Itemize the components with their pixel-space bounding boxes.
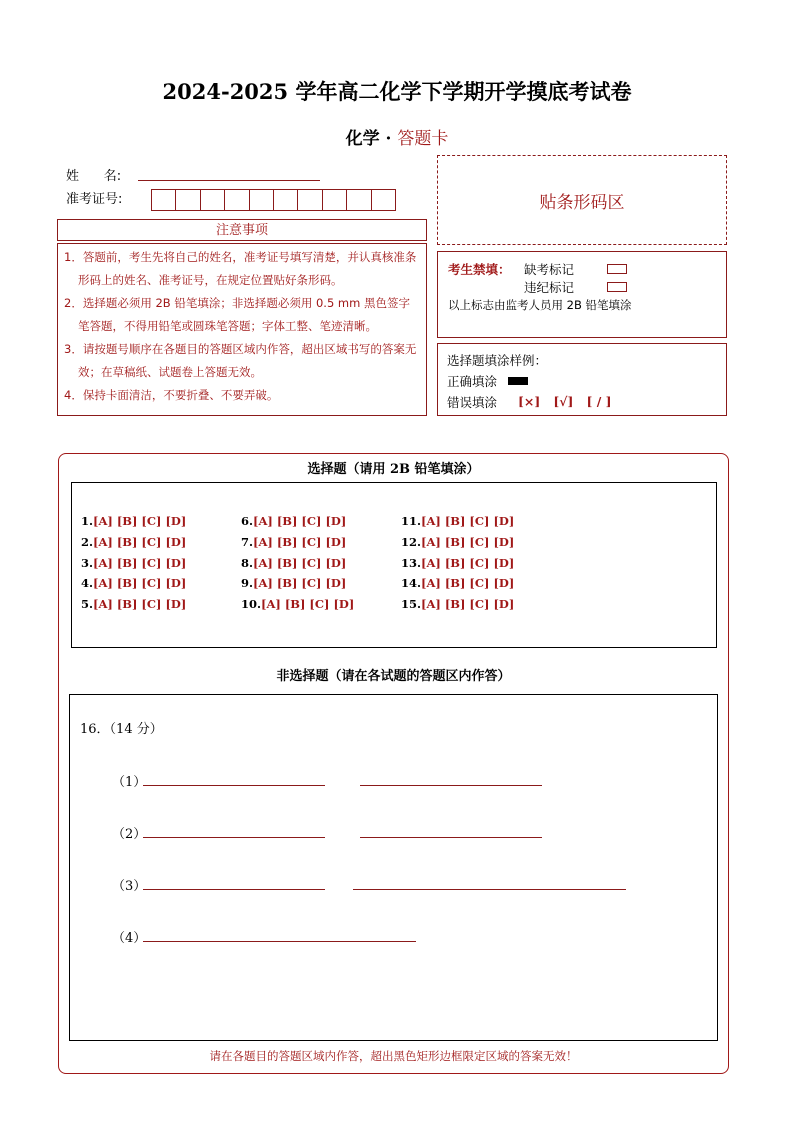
subject-label: 化学 xyxy=(345,129,380,149)
id-digit-box[interactable] xyxy=(200,189,225,211)
correct-label: 正确填涂 xyxy=(447,374,498,389)
mc-options[interactable]: [A] [B] [C] [D] xyxy=(261,597,355,611)
id-digit-box[interactable] xyxy=(175,189,200,211)
mc-question-row[interactable] xyxy=(401,576,514,590)
name-field[interactable] xyxy=(138,180,320,181)
mc-question-row[interactable] xyxy=(81,597,186,611)
mc-question-row[interactable] xyxy=(401,556,514,570)
answer-line[interactable] xyxy=(143,941,416,942)
violation-checkbox[interactable] xyxy=(607,282,627,292)
answer-line[interactable] xyxy=(143,889,325,890)
sample-box xyxy=(437,343,727,416)
card-subtitle xyxy=(0,124,794,149)
mc-question-row[interactable] xyxy=(241,597,354,611)
mc-question-number: 13. xyxy=(401,556,422,570)
id-number-boxes[interactable] xyxy=(152,189,396,211)
mc-options[interactable]: [A] [B] [C] [D] xyxy=(93,576,187,590)
answer-line[interactable] xyxy=(143,837,325,838)
mc-question-row[interactable] xyxy=(81,514,186,528)
mc-question-number: 2. xyxy=(81,535,94,549)
answer-line[interactable] xyxy=(360,785,542,786)
mc-question-number: 3. xyxy=(81,556,94,570)
answer-line[interactable] xyxy=(143,785,325,786)
mc-options[interactable]: [A] [B] [C] [D] xyxy=(93,556,187,570)
mc-options[interactable]: [A] [B] [C] [D] xyxy=(93,597,187,611)
part-label: （3） xyxy=(112,879,147,894)
notes-box xyxy=(57,243,427,416)
barcode-label: 贴条形码区 xyxy=(539,192,625,213)
id-digit-box[interactable] xyxy=(371,189,396,211)
mc-question-row[interactable] xyxy=(241,576,346,590)
note-item: 1．答题前，考生先将自己的姓名，准考证号填写清楚，并认真核准条形码上的姓名、准考证号，在规定位置贴好条形码。 xyxy=(64,250,417,287)
id-label: 准考证号: xyxy=(66,192,123,207)
wrong-marks: [×] [√] [ / ] xyxy=(518,394,612,409)
mc-question-row[interactable] xyxy=(401,514,514,528)
mc-question-number: 15. xyxy=(401,597,422,611)
mc-question-row[interactable] xyxy=(241,535,346,549)
note-item: 3．请按题号顺序在各题目的答题区域内作答，超出区域书写的答案无效；在草稿纸、试题卷上答题无效。 xyxy=(64,342,417,379)
id-digit-box[interactable] xyxy=(151,189,176,211)
page-title: 2024-2025 学年高二化学下学期开学摸底考试卷 xyxy=(162,79,632,104)
id-digit-box[interactable] xyxy=(297,189,322,211)
id-digit-box[interactable] xyxy=(346,189,371,211)
id-digit-box[interactable] xyxy=(249,189,274,211)
sample-title: 选择题填涂样例： xyxy=(447,353,548,368)
mc-question-row[interactable] xyxy=(81,556,186,570)
id-digit-box[interactable] xyxy=(322,189,347,211)
mc-question-number: 6. xyxy=(241,514,254,528)
forbidden-label: 考生禁填： xyxy=(448,262,511,277)
filled-mark-icon xyxy=(508,377,528,385)
mc-options[interactable]: [A] [B] [C] [D] xyxy=(421,597,515,611)
mc-question-row[interactable] xyxy=(401,535,514,549)
mc-options[interactable]: [A] [B] [C] [D] xyxy=(93,535,187,549)
q16-label: 16．（14 分） xyxy=(80,722,163,737)
mc-question-number: 1. xyxy=(81,514,94,528)
mc-question-row[interactable] xyxy=(81,576,186,590)
mc-options[interactable]: [A] [B] [C] [D] xyxy=(253,535,347,549)
mc-question-row[interactable] xyxy=(241,514,346,528)
mc-question-row[interactable] xyxy=(241,556,346,570)
mc-question-number: 10. xyxy=(241,597,262,611)
mc-options[interactable]: [A] [B] [C] [D] xyxy=(253,576,347,590)
nonmc-section-title: 非选择题（请在各试题的答题区内作答） xyxy=(276,669,511,684)
card-label: 答题卡 xyxy=(397,129,449,149)
notes-title: 注意事项 xyxy=(57,219,427,241)
name-label: 姓 名: xyxy=(66,169,122,184)
mc-question-row[interactable] xyxy=(401,597,514,611)
part-label: （1） xyxy=(112,775,147,790)
mc-question-row[interactable] xyxy=(81,535,186,549)
id-digit-box[interactable] xyxy=(273,189,298,211)
mc-question-number: 12. xyxy=(401,535,422,549)
mc-question-number: 8. xyxy=(241,556,254,570)
answer-line[interactable] xyxy=(360,837,542,838)
mc-options[interactable]: [A] [B] [C] [D] xyxy=(421,535,515,549)
subtitle-separator: · xyxy=(379,129,398,149)
absent-label: 缺考标记 xyxy=(524,262,575,277)
mc-question-number: 7. xyxy=(241,535,254,549)
note-item: 4．保持卡面清洁，不要折叠、不要弄破。 xyxy=(64,388,279,402)
mc-options[interactable]: [A] [B] [C] [D] xyxy=(421,514,515,528)
wrong-label: 错误填涂 xyxy=(447,395,498,410)
mc-question-number: 11. xyxy=(401,514,422,528)
mc-options[interactable]: [A] [B] [C] [D] xyxy=(93,514,187,528)
mc-question-number: 5. xyxy=(81,597,94,611)
forbidden-note: 以上标志由监考人员用 2B 铅笔填涂 xyxy=(448,298,632,312)
mc-question-number: 9. xyxy=(241,576,254,590)
violation-label: 违纪标记 xyxy=(524,280,575,295)
forbidden-box xyxy=(437,251,727,338)
part-label: （2） xyxy=(112,827,147,842)
answer-line[interactable] xyxy=(353,889,626,890)
part-label: （4） xyxy=(112,931,147,946)
mc-section-title: 选择题（请用 2B 铅笔填涂） xyxy=(307,462,480,477)
mc-question-number: 14. xyxy=(401,576,422,590)
mc-options[interactable]: [A] [B] [C] [D] xyxy=(421,576,515,590)
id-digit-box[interactable] xyxy=(224,189,249,211)
mc-question-number: 4. xyxy=(81,576,94,590)
note-item: 2．选择题必须用 2B 铅笔填涂；非选择题必须用 0.5 mm 黑色签字笔答题，不得用铅笔或圆珠笔答题；字体工整、笔迹清晰。 xyxy=(64,296,410,333)
q16-answer-box xyxy=(69,694,718,1041)
absent-checkbox[interactable] xyxy=(607,264,627,274)
mc-options[interactable]: [A] [B] [C] [D] xyxy=(253,514,347,528)
mc-options[interactable]: [A] [B] [C] [D] xyxy=(253,556,347,570)
footer-warning: 请在各题目的答题区域内作答，超出黑色矩形边框限定区域的答案无效！ xyxy=(209,1049,578,1063)
mc-options[interactable]: [A] [B] [C] [D] xyxy=(421,556,515,570)
barcode-area xyxy=(437,155,727,245)
